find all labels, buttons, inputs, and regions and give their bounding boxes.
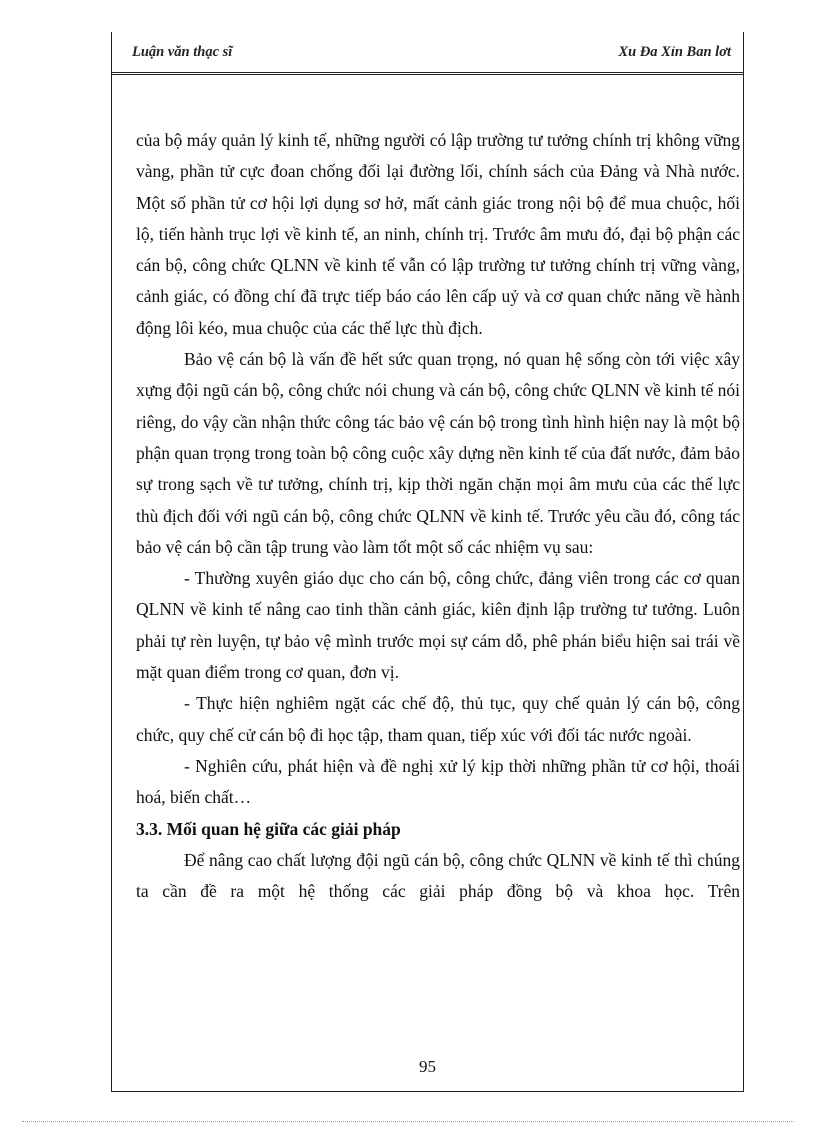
list-item-education: - Thường xuyên giáo dục cho cán bộ, công chức, đảng viên trong các cơ quan QLNN về kinh tế nâng cao tinh thần cảnh giác, kiên định lập trường tư tưởng. Luôn phải tự rèn luyện, tự bảo vệ mình trước mọi sự cám dỗ, phê phán biểu hiện sai trái về mặt quan điểm trong cơ quan, đơn vị. bbox=[136, 568, 740, 683]
section-heading: 3.3. Mối quan hệ giữa các giải pháp bbox=[136, 818, 401, 839]
body-text bbox=[136, 125, 740, 907]
paragraph-solutions: Để nâng cao chất lượng đội ngũ cán bộ, công chức QLNN về kinh tế thì chúng ta cần đề ra một hệ thống các giải pháp đồng bộ và khoa học. Trên bbox=[136, 849, 740, 902]
running-header bbox=[112, 32, 743, 75]
header-thesis-label: Luận văn thạc sĩ bbox=[132, 44, 233, 60]
paragraph-continuation: của bộ máy quản lý kinh tế, những người có lập trường tư tưởng chính trị không vững vàng, phần tử cực đoan chống đối lại đường lối, chính sách của Đảng và Nhà nước. Một số phần tử cơ hội lợi dụng sơ hở, mất cảnh giác trong nội bộ để mua chuộc, hối lộ, tiến hành trục lợi về kinh tế, an ninh, chính trị. Trước âm mưu đó, đại bộ phận các cán bộ, công chức QLNN về kinh tế vẫn có lập trường tư tưởng chính trị vững vàng, cảnh giác, có đồng chí đã trực tiếp báo cáo lên cấp uỷ và cơ quan chức năng về hành động lôi kéo, mua chuộc của các thế lực thù địch. bbox=[136, 130, 740, 338]
page-frame bbox=[111, 32, 744, 1092]
paragraph-cadre-protection: Bảo vệ cán bộ là vấn đề hết sức quan trọng, nó quan hệ sống còn tới việc xây xựng đội ngũ cán bộ, công chức nói chung và cán bộ, công chức QLNN về kinh tế nói riêng, do vậy cần nhận thức công tác bảo vệ cán bộ trong tình hình hiện nay là một bộ phận quan trọng trong toàn bộ công cuộc xây dựng nền kinh tế của đất nước, đảm bảo sự trong sạch về tư tưởng, chính trị, kịp thời ngăn chặn mọi âm mưu của các thế lực thù địch đối với ngũ cán bộ, công chức QLNN về kinh tế. Trước yêu cầu đó, công tác bảo vệ cán bộ cần tập trung vào làm tốt một số các nhiệm vụ sau: bbox=[136, 349, 740, 557]
header-author-name: Xu Đa Xỉn Ban lơt bbox=[618, 44, 731, 60]
list-item-investigation: - Nghiên cứu, phát hiện và đề nghị xử lý kịp thời những phần tử cơ hội, thoái hoá, biến chất… bbox=[136, 755, 740, 808]
list-item-regulations: - Thực hiện nghiêm ngặt các chế độ, thủ tục, quy chế quản lý cán bộ, công chức, quy chế cử cán bộ đi học tập, tham quan, tiếp xúc với đối tác nước ngoài. bbox=[136, 693, 740, 745]
page-number: 95 bbox=[419, 1057, 436, 1076]
page-bottom-divider bbox=[22, 1121, 794, 1122]
